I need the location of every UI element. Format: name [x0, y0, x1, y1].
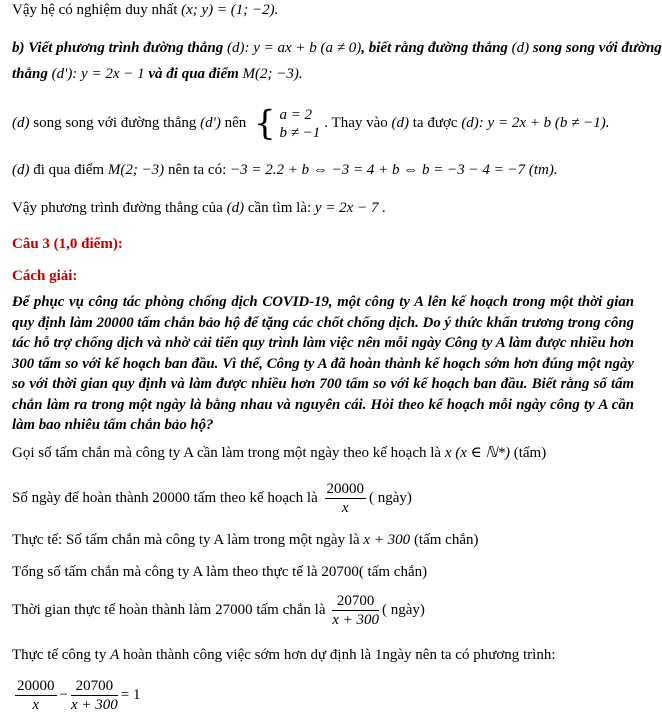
parallel-line: (d) song song với đường thẳng (d') nên { a = 2 b ≠ −1 . Thay vào (d) ta được (d): y = 2x + b (b ≠ −1).: [12, 103, 610, 144]
fraction-right: $\frac{20700}{x + 300}$: [70, 678, 118, 714]
solution-actual-days: Thời gian thực tế hoàn thành làm 27000 tấm chắn là $\frac{20700}{x + 300}$ ( ngày): [12, 593, 425, 629]
part-b-line-1: b) Viết phương trình đường thẳng (d): y = ax + b (a ≠ 0), biết rằng đường thẳng (d) song song với đường: [12, 40, 662, 56]
solution-actual-total: Tổng số tấm chắn mà công ty A làm theo thực tế là 20700( tấm chắn): [12, 564, 428, 580]
conclusion-line: Vậy phương trình đường thẳng của (d) cần tìm là: y = 2x − 7 .: [12, 200, 386, 216]
solution-line-system: Vậy hệ có nghiệm duy nhất (x; y) = (1; −2).: [12, 2, 279, 18]
problem-statement: Để phục vụ công tác phòng chống dịch COVID-19, một công ty A lên kế hoạch trong một thời gian quy định làm 20000 tấm chắn bảo hộ để tặng các chốt chống dịch. Do ý thức khẩn trương trong công tác hỗ trợ chống dịch và nhờ cải tiến quy trình làm việc nên mỗi ngày Công ty A làm được nhiều hơn 300 tấm so với kế hoạch ban đầu. Vì thế, Công ty A đã hoàn thành kế hoạch sớm hơn đúng một ngày so với thời gian quy định và làm được nhiều hơn 700 tấm so với kế hoạch ban đầu. Biết rằng số tấm chắn làm ra trong một ngày là bằng nhau và nguyên cái. Hỏi theo kế hoạch mỗi ngày công ty A cần làm bao nhiêu tấm chắn bảo hộ?: [12, 294, 634, 433]
solution-planned-days: Số ngày để hoàn thành 20000 tấm theo kế hoạch là $\frac{20000}{x}$ ( ngày): [12, 481, 412, 517]
system-of-conditions: { a = 2 b ≠ −1: [254, 103, 321, 144]
through-point-line: (d) đi qua điểm M(2; −3) nên ta có: −3 = 2.2 + b ⇔ −3 = 4 + b ⇔ b = −3 − 4 = −7 (tm).: [12, 162, 558, 178]
method-heading: Cách giải:: [12, 268, 78, 284]
question-heading: Câu 3 (1,0 điểm):: [12, 236, 123, 252]
fraction-actual-days: $\frac{20700}{x + 300}$: [332, 593, 380, 629]
solution-early-finish: Thực tế công ty A hoàn thành công việc sớm hơn dự định là 1ngày nên ta có phương trình:: [12, 647, 556, 663]
fraction-planned-days: $\frac{20000}{x}$: [326, 481, 365, 517]
final-equation: $\frac{20000}{x}$ − $\frac{20700}{x + 300}$ = 1: [17, 678, 141, 714]
solution-actual-per-day: Thực tế: Số tấm chắn mà công ty A làm trong một ngày là x + 300 (tấm chắn): [12, 532, 479, 548]
solution-let-x: Gọi số tấm chắn mà công ty A cần làm trong một ngày theo kế hoạch là x (x ∈ ℕ*) (tấm): [12, 445, 547, 461]
brace-symbol: {: [254, 103, 276, 144]
part-b-line-2: thẳng (d'): y = 2x − 1 và đi qua điểm M(2; −3).: [12, 66, 303, 82]
fraction-left: $\frac{20000}{x}$: [17, 678, 55, 714]
